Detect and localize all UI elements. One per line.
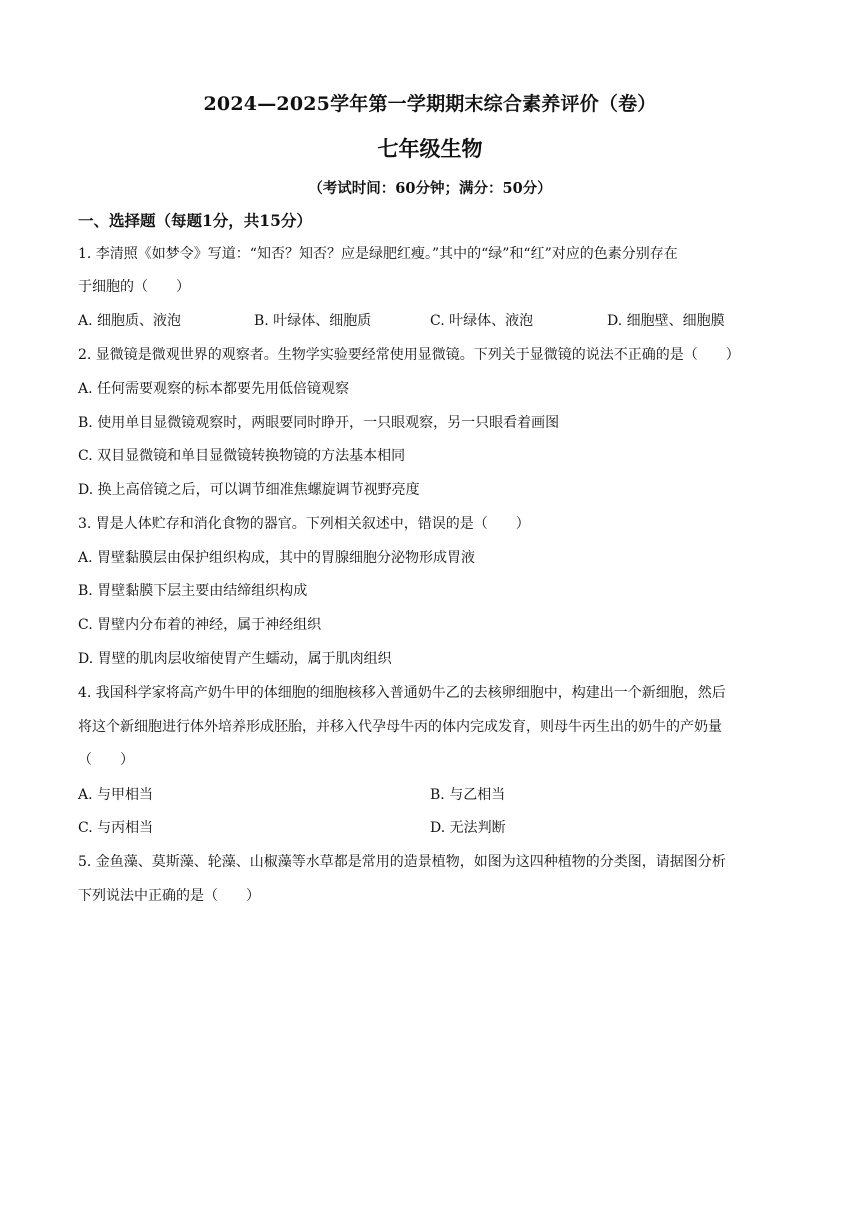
question-2-line-1: 2. 显微镜是微观世界的观察者。生物学实验要经常使用显微镜。下列关于显微镜的说法不正确的是（ ） bbox=[78, 347, 740, 363]
question-3-option-c: C. 胃壁内分布着的神经，属于神经组织 bbox=[78, 617, 322, 633]
question-1-line-1: 1. 李清照《如梦令》写道：“知否？知否？应是绿肥红瘦。”其中的“绿”和“红”对应的色素分别存在 bbox=[78, 246, 678, 262]
question-2-option-d: D. 换上高倍镜之后，可以调节细准焦螺旋调节视野亮度 bbox=[78, 482, 420, 498]
question-5-line-1: 5. 金鱼藻、莫斯藻、轮藻、山椒藻等水草都是常用的造景植物，如图为这四种植物的分类图，请据图分析 bbox=[78, 854, 726, 870]
question-2-option-a: A. 任何需要观察的标本都要先用低倍镜观察 bbox=[78, 381, 350, 397]
subject-title: 七年级生物 bbox=[377, 136, 483, 161]
question-4-option-a: A. 与甲相当 bbox=[78, 787, 154, 803]
exam-title: 2024—2025学年第一学期期末综合素养评价（卷） bbox=[203, 93, 657, 115]
question-4-line-1: 4. 我国科学家将高产奶牛甲的体细胞的细胞核移入普通奶牛乙的去核卵细胞中，构建出一个新细胞，然后 bbox=[78, 685, 726, 701]
question-2-option-b: B. 使用单目显微镜观察时，两眼要同时睁开，一只眼观察，另一只眼看着画图 bbox=[78, 415, 560, 431]
question-4-line-3: （ ） bbox=[78, 752, 134, 768]
question-4-option-d: D. 无法判断 bbox=[430, 820, 506, 836]
question-1-option-c: C. 叶绿体、液泡 bbox=[430, 313, 534, 329]
question-3-option-b: B. 胃壁黏膜下层主要由结缔组织构成 bbox=[78, 583, 308, 599]
question-1-option-d: D. 细胞壁、细胞膜 bbox=[607, 313, 725, 329]
question-1-option-a: A. 细胞质、液泡 bbox=[78, 313, 182, 329]
exam-info: （考试时间：60分钟；满分：50分） bbox=[308, 180, 552, 197]
question-2-option-c: C. 双目显微镜和单目显微镜转换物镜的方法基本相同 bbox=[78, 448, 406, 464]
question-1-option-b: B. 叶绿体、细胞质 bbox=[254, 313, 372, 329]
question-5-line-2: 下列说法中正确的是（ ） bbox=[78, 888, 260, 904]
question-4-option-b: B. 与乙相当 bbox=[430, 787, 506, 803]
question-1-line-2: 于细胞的（ ） bbox=[78, 279, 190, 295]
question-3-line-1: 3. 胃是人体贮存和消化食物的器官。下列相关叙述中，错误的是（ ） bbox=[78, 516, 530, 532]
question-3-option-d: D. 胃壁的肌肉层收缩使胃产生蠕动，属于肌肉组织 bbox=[78, 651, 392, 667]
section-heading-choice: 一、选择题（每题1分，共15分） bbox=[78, 211, 312, 230]
question-3-option-a: A. 胃壁黏膜层由保护组织构成，其中的胃腺细胞分泌物形成胃液 bbox=[78, 550, 476, 566]
question-4-line-2: 将这个新细胞进行体外培养形成胚胎，并移入代孕母牛丙的体内完成发育，则母牛丙生出的奶牛的产奶量 bbox=[78, 719, 722, 735]
question-4-option-c: C. 与丙相当 bbox=[78, 820, 154, 836]
